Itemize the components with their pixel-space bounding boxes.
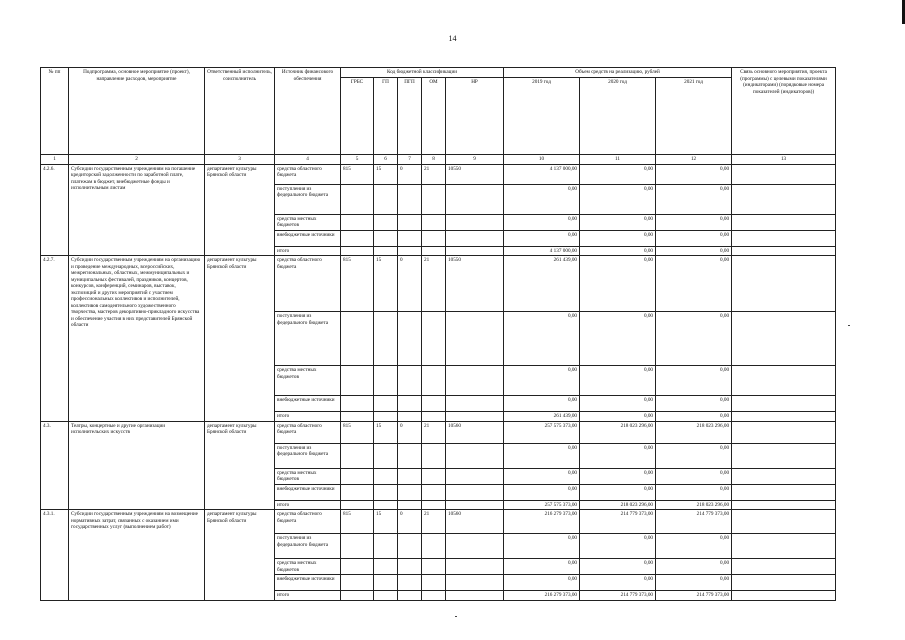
col-number: 3	[205, 155, 275, 165]
header-year: 2021 год	[656, 78, 732, 155]
funding-source: поступления из федерального бюджета	[275, 443, 341, 468]
budget-code-pgp	[398, 230, 422, 246]
amount-2020: 0,00	[580, 412, 656, 422]
budget-code-om	[422, 443, 446, 468]
funding-source: средства областного бюджета	[275, 510, 341, 534]
budget-code-grbs: 815	[341, 510, 374, 534]
col-number: 6	[374, 155, 398, 165]
amount-2019: 257 575 373,00	[504, 421, 580, 443]
budget-code-gp	[374, 575, 398, 591]
budget-code-pgp	[398, 412, 422, 422]
budget-code-pgp	[398, 575, 422, 591]
table-row	[41, 164, 836, 184]
amount-2021: 0,00	[656, 443, 732, 468]
budget-code-grbs	[341, 246, 374, 256]
col-number: 12	[656, 155, 732, 165]
budget-code-nr	[446, 214, 504, 230]
budget-code-grbs	[341, 312, 374, 366]
header-year: 2019 год	[504, 78, 580, 155]
budget-code-nr	[446, 366, 504, 396]
budget-code-om	[422, 484, 446, 500]
amount-2021: 0,00	[656, 559, 732, 575]
responsible-executor: департамент культуры Брянской области	[205, 164, 275, 256]
funding-source: поступления из федерального бюджета	[275, 184, 341, 214]
amount-2019: 0,00	[504, 559, 580, 575]
amount-2020: 0,00	[580, 443, 656, 468]
amount-2021: 0,00	[656, 246, 732, 256]
budget-code-grbs	[341, 412, 374, 422]
budget-code-om	[422, 559, 446, 575]
budget-code-gp	[374, 500, 398, 510]
indicator-link	[732, 510, 836, 534]
amount-2019: 0,00	[504, 230, 580, 246]
indicator-link	[732, 575, 836, 591]
budget-code-pgp	[398, 443, 422, 468]
col-number: 8	[422, 155, 446, 165]
budget-code-gp: 15	[374, 256, 398, 312]
indicator-link	[732, 534, 836, 559]
budget-code-nr	[446, 559, 504, 575]
budget-code-nr	[446, 591, 504, 601]
budget-code-pgp	[398, 184, 422, 214]
budget-code-gp	[374, 214, 398, 230]
funding-source: поступления из федерального бюджета	[275, 312, 341, 366]
amount-2019: 0,00	[504, 534, 580, 559]
indicator-link	[732, 214, 836, 230]
budget-code-nr	[446, 500, 504, 510]
amount-2020: 214 779 373,00	[580, 591, 656, 601]
budget-code-om	[422, 591, 446, 601]
indicator-link	[732, 184, 836, 214]
budget-code-nr	[446, 230, 504, 246]
funding-source: внебюджетные источники	[275, 230, 341, 246]
budget-code-pgp	[398, 366, 422, 396]
budget-code-gp	[374, 559, 398, 575]
amount-2020: 218 023 296,00	[580, 500, 656, 510]
amount-2020: 214 779 373,00	[580, 510, 656, 534]
funding-source: средства областного бюджета	[275, 256, 341, 312]
indicator-link	[732, 559, 836, 575]
budget-code-grbs: 815	[341, 421, 374, 443]
budget-code-om	[422, 214, 446, 230]
budget-code-grbs	[341, 534, 374, 559]
budget-code-gp	[374, 591, 398, 601]
amount-2021: 218 023 296,00	[656, 500, 732, 510]
budget-code-nr	[446, 443, 504, 468]
amount-2020: 0,00	[580, 214, 656, 230]
budget-code-grbs	[341, 559, 374, 575]
funding-source: итого	[275, 412, 341, 422]
budget-code-nr	[446, 484, 504, 500]
funding-source: средства областного бюджета	[275, 164, 341, 184]
budget-code-grbs: 815	[341, 164, 374, 184]
amount-2020: 0,00	[580, 184, 656, 214]
amount-2020: 0,00	[580, 366, 656, 396]
budget-code-pgp: 0	[398, 164, 422, 184]
amount-2019: 0,00	[504, 484, 580, 500]
amount-2019: 0,00	[504, 468, 580, 484]
amount-2020: 0,00	[580, 246, 656, 256]
budget-code-grbs	[341, 591, 374, 601]
col-number: 13	[732, 155, 836, 165]
budget-code-gp: 15	[374, 510, 398, 534]
amount-2021: 214 779 373,00	[656, 591, 732, 601]
amount-2019: 257 575 373,00	[504, 500, 580, 510]
budget-code-pgp: 0	[398, 256, 422, 312]
page-number: 14	[448, 34, 457, 43]
indicator-link	[732, 412, 836, 422]
amount-2021: 0,00	[656, 214, 732, 230]
budget-code-om	[422, 534, 446, 559]
amount-2019: 0,00	[504, 396, 580, 412]
indicator-link	[732, 164, 836, 184]
indicator-link	[732, 421, 836, 443]
budget-code-pgp	[398, 312, 422, 366]
budget-code-nr	[446, 312, 504, 366]
budget-code-grbs	[341, 468, 374, 484]
budget-code-gp	[374, 184, 398, 214]
amount-2020: 0,00	[580, 468, 656, 484]
funding-source: внебюджетные источники	[275, 575, 341, 591]
budget-code-om: 21	[422, 164, 446, 184]
amount-2019: 0,00	[504, 184, 580, 214]
budget-code-om	[422, 366, 446, 396]
amount-2019: 261 439,00	[504, 256, 580, 312]
budget-code-grbs	[341, 184, 374, 214]
indicator-link	[732, 366, 836, 396]
budget-code-om: 21	[422, 421, 446, 443]
amount-2019: 0,00	[504, 366, 580, 396]
budget-code-nr	[446, 246, 504, 256]
amount-2020: 0,00	[580, 396, 656, 412]
indicator-link	[732, 256, 836, 312]
amount-2020: 218 023 296,00	[580, 421, 656, 443]
funding-source: итого	[275, 246, 341, 256]
funding-source: поступления из федерального бюджета	[275, 534, 341, 559]
budget-code-pgp: 0	[398, 421, 422, 443]
budget-code-pgp	[398, 246, 422, 256]
responsible-executor: департамент культуры Брянской области	[205, 256, 275, 422]
funding-source: средства областного бюджета	[275, 421, 341, 443]
scan-speck	[848, 325, 850, 326]
budget-code-nr	[446, 534, 504, 559]
header-code: ПГП	[398, 78, 422, 155]
budget-code-nr	[446, 575, 504, 591]
budget-table	[40, 67, 836, 601]
amount-2021: 0,00	[656, 396, 732, 412]
funding-source: средства местных бюджетов	[275, 559, 341, 575]
funding-source: внебюджетные источники	[275, 396, 341, 412]
indicator-link	[732, 230, 836, 246]
budget-code-grbs	[341, 214, 374, 230]
amount-2020: 0,00	[580, 164, 656, 184]
budget-code-pgp: 0	[398, 510, 422, 534]
amount-2021: 0,00	[656, 484, 732, 500]
amount-2020: 0,00	[580, 484, 656, 500]
col-number: 9	[446, 155, 504, 165]
col-number: 5	[341, 155, 374, 165]
budget-code-pgp	[398, 534, 422, 559]
budget-code-gp	[374, 412, 398, 422]
header-link: Связь основного мероприятия, проекта (программы) с целевыми показателями (индикаторами) (порядковые номера показателей (индикаторов))	[732, 68, 836, 155]
amount-2019: 261 439,00	[504, 412, 580, 422]
budget-code-pgp	[398, 500, 422, 510]
indicator-link	[732, 443, 836, 468]
budget-code-grbs: 815	[341, 256, 374, 312]
budget-code-gp: 15	[374, 421, 398, 443]
amount-2021: 0,00	[656, 256, 732, 312]
col-number: 11	[580, 155, 656, 165]
budget-code-nr: 10560	[446, 510, 504, 534]
funding-source: средства местных бюджетов	[275, 468, 341, 484]
amount-2019: 0,00	[504, 575, 580, 591]
budget-code-grbs	[341, 396, 374, 412]
table-row	[41, 256, 836, 312]
budget-code-nr	[446, 184, 504, 214]
budget-code-nr: 10550	[446, 256, 504, 312]
indicator-link	[732, 468, 836, 484]
budget-code-om	[422, 468, 446, 484]
measure-description: Субсидии государственным учреждениям на погашение кредиторской задолженности по заработной плате, платежам в бюджет, внебюджетные фонды и исполнительным листам	[69, 164, 205, 256]
amount-2020: 0,00	[580, 256, 656, 312]
budget-code-om	[422, 230, 446, 246]
amount-2019: 0,00	[504, 214, 580, 230]
header-code: ГРБС	[341, 78, 374, 155]
budget-code-grbs	[341, 500, 374, 510]
budget-code-grbs	[341, 230, 374, 246]
budget-code-pgp	[398, 214, 422, 230]
amount-2021: 0,00	[656, 184, 732, 214]
header-year: 2020 год	[580, 78, 656, 155]
budget-code-om	[422, 312, 446, 366]
budget-code-nr	[446, 396, 504, 412]
amount-2019: 4 137 000,00	[504, 246, 580, 256]
budget-code-pgp	[398, 396, 422, 412]
header-amount-group: Объем средств на реализацию, рублей	[504, 68, 732, 78]
measure-description: Субсидии государственным учреждениям на организацию и проведение международных, всероссийских, межрегиональных, областных, межмуниципальных и муниципальных фестивалей, праздников, концертов, конкурсов, конференций, семинаров, выставок, экспозиций и других мероприятий с участием профессиональных коллективов и исполнителей, коллективов самодеятельного художественного творчества, мастеров декоративно-прикладного искусства и обеспечение участия в них представителей Брянской области	[69, 256, 205, 422]
header-measure: Подпрограмма, основное мероприятие (проект), направление расходов, мероприятие	[69, 68, 205, 155]
budget-code-grbs	[341, 366, 374, 396]
col-number: 1	[41, 155, 69, 165]
indicator-link	[732, 312, 836, 366]
col-number: 7	[398, 155, 422, 165]
amount-2019: 216 279 373,00	[504, 591, 580, 601]
amount-2019: 4 137 000,00	[504, 164, 580, 184]
amount-2019: 0,00	[504, 443, 580, 468]
amount-2021: 218 023 296,00	[656, 421, 732, 443]
budget-code-gp	[374, 484, 398, 500]
budget-code-grbs	[341, 484, 374, 500]
budget-code-gp	[374, 534, 398, 559]
amount-2019: 0,00	[504, 312, 580, 366]
amount-2021: 0,00	[656, 412, 732, 422]
table-body	[41, 164, 836, 600]
budget-code-grbs	[341, 443, 374, 468]
header-code: ГП	[374, 78, 398, 155]
col-number: 2	[69, 155, 205, 165]
scan-speck	[455, 616, 457, 617]
funding-source: внебюджетные источники	[275, 484, 341, 500]
budget-code-nr	[446, 412, 504, 422]
amount-2021: 214 779 373,00	[656, 510, 732, 534]
measure-description: Театры, концертные и другие организации исполнительских искусств	[69, 421, 205, 510]
header-executor: Ответственный исполнитель, соисполнитель	[205, 68, 275, 155]
indicator-link	[732, 500, 836, 510]
budget-code-gp: 15	[374, 164, 398, 184]
budget-code-om	[422, 575, 446, 591]
budget-code-grbs	[341, 575, 374, 591]
amount-2021: 0,00	[656, 575, 732, 591]
amount-2021: 0,00	[656, 534, 732, 559]
row-number: 4.2.7.	[41, 256, 69, 422]
row-number: 4.2.6.	[41, 164, 69, 256]
table-row	[41, 510, 836, 534]
budget-code-nr: 10560	[446, 421, 504, 443]
budget-code-om	[422, 246, 446, 256]
funding-source: средства местных бюджетов	[275, 366, 341, 396]
budget-code-pgp	[398, 468, 422, 484]
amount-2019: 216 279 373,00	[504, 510, 580, 534]
amount-2020: 0,00	[580, 312, 656, 366]
budget-code-gp	[374, 312, 398, 366]
indicator-link	[732, 246, 836, 256]
header-source: Источник финансового обеспечения	[275, 68, 341, 155]
amount-2020: 0,00	[580, 559, 656, 575]
measure-description: Субсидии государственным учреждениям на возмещение нормативных затрат, связанных с оказанием ими государственных услуг (выполнением работ)	[69, 510, 205, 601]
funding-source: итого	[275, 500, 341, 510]
header-num: № пп	[41, 68, 69, 155]
budget-code-pgp	[398, 591, 422, 601]
budget-code-nr: 10550	[446, 164, 504, 184]
budget-code-gp	[374, 366, 398, 396]
row-number: 4.3.	[41, 421, 69, 510]
amount-2020: 0,00	[580, 230, 656, 246]
indicator-link	[732, 591, 836, 601]
amount-2021: 0,00	[656, 366, 732, 396]
budget-code-gp	[374, 396, 398, 412]
amount-2021: 0,00	[656, 230, 732, 246]
funding-source: средства местных бюджетов	[275, 214, 341, 230]
budget-code-pgp	[398, 559, 422, 575]
budget-code-om	[422, 184, 446, 214]
amount-2021: 0,00	[656, 164, 732, 184]
budget-code-om: 21	[422, 256, 446, 312]
col-number: 10	[504, 155, 580, 165]
budget-code-gp	[374, 246, 398, 256]
amount-2021: 0,00	[656, 312, 732, 366]
amount-2021: 0,00	[656, 468, 732, 484]
header-code-group: Код бюджетной классификации	[341, 68, 504, 78]
amount-2020: 0,00	[580, 534, 656, 559]
table-row	[41, 421, 836, 443]
budget-code-om: 21	[422, 510, 446, 534]
responsible-executor: департамент культуры Брянской области	[205, 421, 275, 510]
col-number: 4	[275, 155, 341, 165]
amount-2020: 0,00	[580, 575, 656, 591]
indicator-link	[732, 484, 836, 500]
budget-code-gp	[374, 468, 398, 484]
budget-code-nr	[446, 468, 504, 484]
row-number: 4.3.1.	[41, 510, 69, 601]
header-code: ОМ	[422, 78, 446, 155]
budget-code-om	[422, 500, 446, 510]
budget-code-gp	[374, 443, 398, 468]
budget-code-gp	[374, 230, 398, 246]
budget-code-pgp	[398, 484, 422, 500]
funding-source: итого	[275, 591, 341, 601]
header-code: НР	[446, 78, 504, 155]
indicator-link	[732, 396, 836, 412]
budget-code-om	[422, 396, 446, 412]
responsible-executor: департамент культуры Брянской области	[205, 510, 275, 601]
budget-code-om	[422, 412, 446, 422]
